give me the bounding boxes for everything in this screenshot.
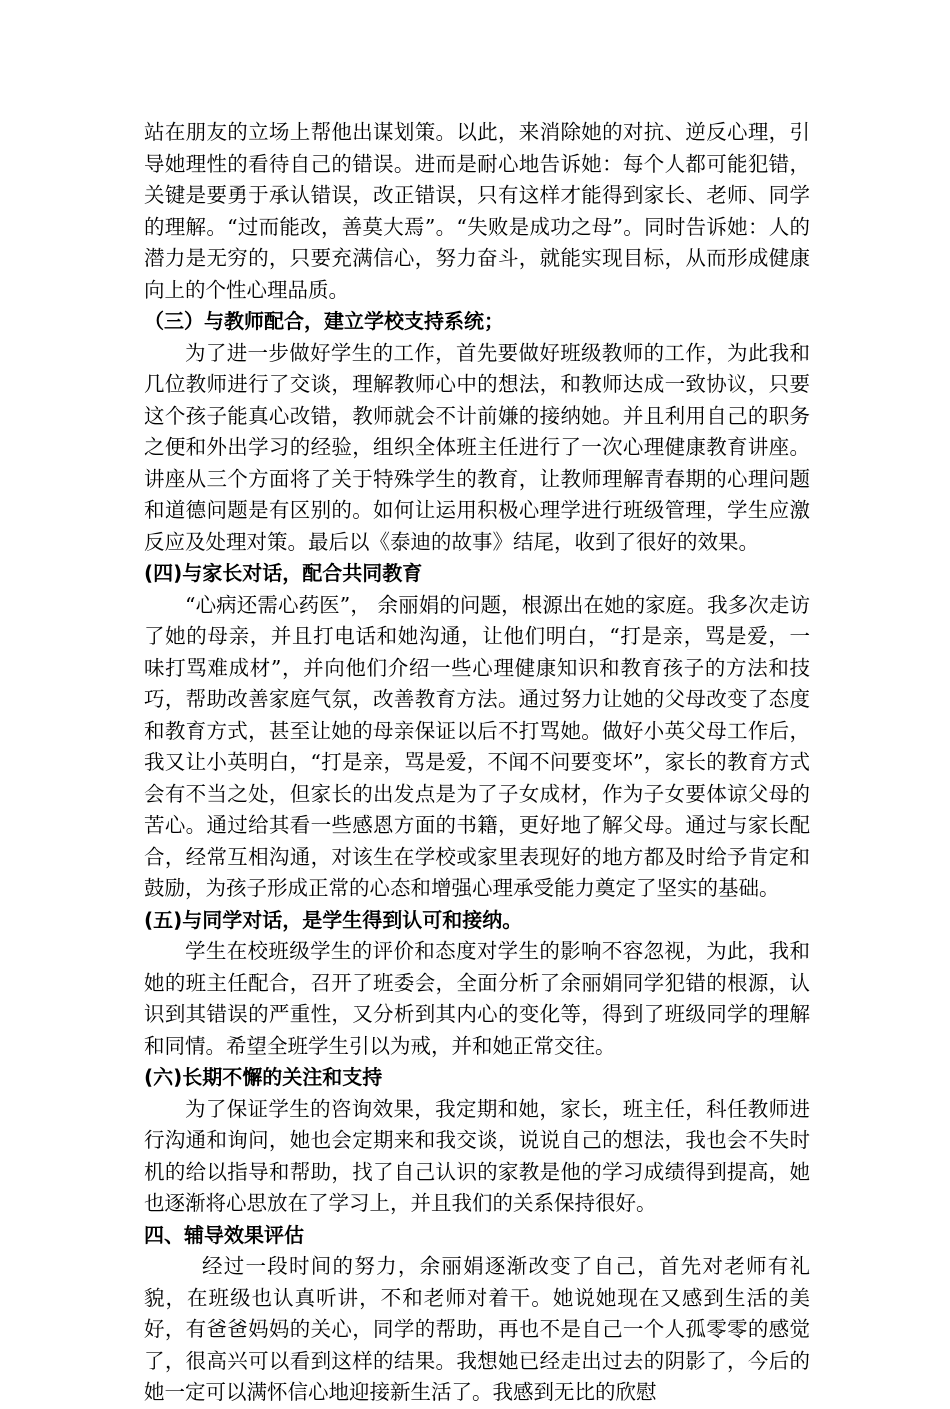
document-page bbox=[144, 117, 810, 1409]
paragraph-parent-dialogue: “心病还需心药医”， 余丽娟的问题，根源出在她的家庭。我多次走访了她的母亲，并且打电话和她沟通，让他们明白，“打是亲，骂是爱，一味打骂难成材”，并向他们介绍一些心理健康知识和教育孩子的方法和技巧，帮助改善家庭气氛，改善教育方法。通过努力让她的父母改变了态度和教育方式，甚至让她的母亲保证以后不打骂她。做好小英父母工作后，我又让小英明白，“打是亲，骂是爱，不闻不问要变坏”，家长的教育方式会有不当之处，但家长的出发点是为了子女成材，作为子女要体谅父母的苦心。通过给其看一些感恩方面的书籍，更好地了解父母。通过与家长配合，经常互相沟通，对该生在学校或家里表现好的地方都及时给予肯定和鼓励，为孩子形成正常的心态和增强心理承受能力奠定了坚实的基础。 bbox=[144, 592, 810, 900]
paragraph-teacher-cooperation: 为了进一步做好学生的工作，首先要做好班级教师的工作，为此我和几位教师进行了交谈，理解教师心中的想法，和教师达成一致协议，只要这个孩子能真心改错，教师就会不计前嫌的接纳她。并且利用自己的职务之便和外出学习的经验，组织全体班主任进行了一次心理健康教育讲座。讲座从三个方面将了关于特殊学生的教育，让教师理解青春期的心理问题和道德问题是有区别的。如何让运用积极心理学进行班级管理，学生应激反应及处理对策。最后以《泰迪的故事》结尾，收到了很好的效果。 bbox=[144, 340, 810, 554]
heading-classmate-dialogue: (五)与同学对话，是学生得到认可和接纳。 bbox=[144, 907, 523, 932]
paragraph-effect-evaluation: 经过一段时间的努力，余丽娟逐渐改变了自己，首先对老师有礼貌，在班级也认真听讲，不和老师对着干。她说她现在又感到生活的美好，有爸爸妈妈的关心，同学的帮助，再也不是自己一个人孤零零的感觉了，很高兴可以看到这样的结果。我想她已经走出过去的阴影了，今后的她一定可以满怀信心地迎接新生活了。我感到无比的欣慰 bbox=[144, 1254, 810, 1404]
paragraph-long-term-support: 为了保证学生的咨询效果，我定期和她，家长，班主任，科任教师进行沟通和询问，她也会定期来和我交谈，说说自己的想法，我也会不失时机的给以指导和帮助，找了自己认识的家教是他的学习成绩得到提高，她也逐渐将心思放在了学习上，并且我们的关系保持很好。 bbox=[144, 1096, 810, 1215]
heading-parent-dialogue: (四)与家长对话，配合共同教育 bbox=[144, 561, 423, 585]
paragraph-continuation: 站在朋友的立场上帮他出谋划策。以此，来消除她的对抗、逆反心理，引导她理性的看待自己的错误。进而是耐心地告诉她：每个人都可能犯错，关键是要勇于承认错误，改正错误，只有这样才能得到家长、老师、同学的理解。“过而能改，善莫大焉”。“失败是成功之母”。同时告诉她：人的潜力是无穷的，只要充满信心，努力奋斗，就能实现目标，从而形成健康向上的个性心理品质。 bbox=[144, 120, 810, 302]
heading-teacher-cooperation: （三）与教师配合，建立学校支持系统； bbox=[144, 309, 504, 333]
heading-effect-evaluation: 四、辅导效果评估 bbox=[144, 1222, 304, 1247]
paragraph-classmate-dialogue: 学生在校班级学生的评价和态度对学生的影响不容忽视，为此，我和她的班主任配合，召开了班委会，全面分析了余丽娟同学犯错的根源，认识到其错误的严重性，又分析到其内心的变化等，得到了班级同学的理解和同情。希望全班学生引以为戒，并和她正常交往。 bbox=[144, 939, 810, 1058]
heading-long-term-support: (六)长期不懈的关注和支持 bbox=[144, 1065, 383, 1089]
